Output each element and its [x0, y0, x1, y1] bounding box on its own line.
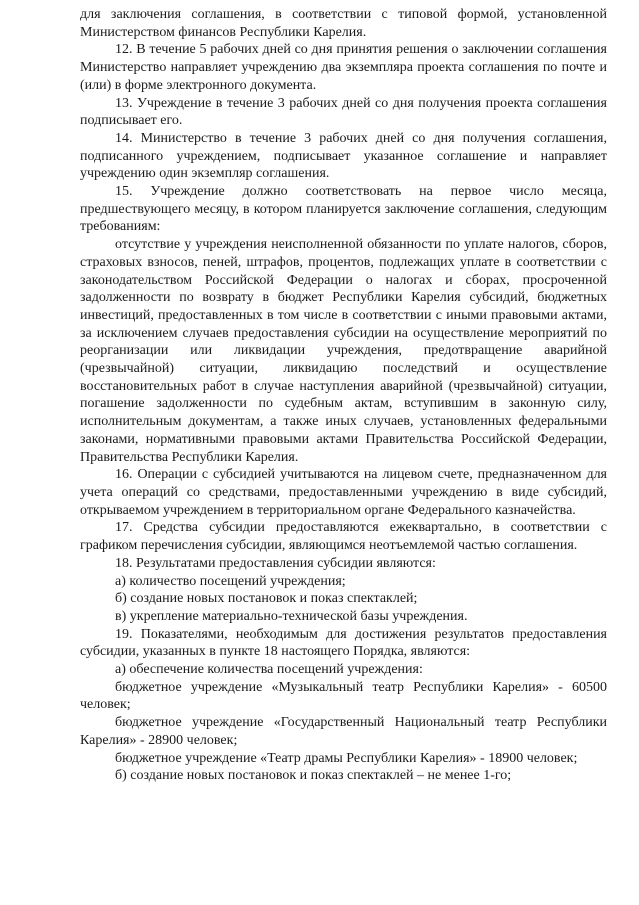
paragraph-item-12: 12. В течение 5 рабочих дней со дня принятия решения о заключении соглашения Министерство направляет учреждению два экземпляра проекта соглашения по почте и (или) в форме электронного документа. — [80, 42, 607, 93]
list-item-19a: а) обеспечение количества посещений учреждения: — [115, 662, 423, 678]
paragraph-item-17: 17. Средства субсидии предоставляются ежеквартально, в соответствии с графиком перечисления субсидии, являющимся неотъемлемой частью соглашения. — [80, 520, 607, 554]
document-page — [80, 6, 607, 785]
paragraph: для заключения соглашения, в соответствии с типовой формой, установленной Министерством финансов Республики Карелия. — [80, 7, 607, 40]
list-item-drama-theatre: бюджетное учреждение «Театр драмы Республики Карелия» - 18900 человек; — [115, 750, 578, 766]
paragraph-item-19: 19. Показателями, необходимым для достижения результатов предоставления субсидии, указанных в пункте 18 настоящего Порядка, являются: — [80, 626, 607, 660]
paragraph-item-18: 18. Результатами предоставления субсидии являются: — [115, 555, 436, 571]
paragraph-requirements: отсутствие у учреждения неисполненной обязанности по уплате налогов, сборов, страховых взносов, пеней, штрафов, процентов, подлежащих уплате в соответствии с законодательством Российской Федерации о налогах и сборах, просроченной задолженности по возврату в бюджет Республики Карелия субсидий, бюджетных инвестиций, предоставленных в том числе в соответствии с иными правовыми актами, за исключением случаев предоставления субсидии на осуществление мероприятий по реорганизации или ликвидации учреждения, предотвращение аварийной (чрезвычайной) ситуации, ликвидацию последствий и осуществление восстановительных работ в случае наступления аварийной (чрезвычайной) ситуации, погашение задолженности по судебным актам, вступившим в законную силу, исполнительным документам, а также иных случаев, установленных федеральными законами, нормативными правовыми актами Правительства Российской Федерации, Правительства Республики Карелия. — [80, 237, 607, 465]
paragraph-item-14: 14. Министерство в течение 3 рабочих дней со дня получения соглашения, подписанного учреждением, подписывает указанное соглашение и направляет учреждению один экземпляр соглашения. — [80, 130, 607, 182]
paragraph-item-15: 15. Учреждение должно соответствовать на первое число месяца, предшествующего месяцу, в котором планируется заключение соглашения, следующим требованиям: — [80, 184, 607, 235]
list-item-musical-theatre: бюджетное учреждение «Музыкальный театр Республики Карелия» - 60500 человек; — [80, 679, 607, 713]
list-item-18a: а) количество посещений учреждения; — [115, 573, 346, 589]
paragraph-item-13: 13. Учреждение в течение 3 рабочих дней со дня получения проекта соглашения подписывает его. — [80, 95, 607, 129]
list-item-18b: б) создание новых постановок и показ спектаклей; — [115, 591, 418, 607]
list-item-19b: б) создание новых постановок и показ спектаклей – не менее 1-го; — [115, 768, 512, 784]
list-item-18c: в) укрепление материально-технической базы учреждения. — [115, 608, 468, 624]
list-item-national-theatre: бюджетное учреждение «Государственный Национальный театр Республики Карелия» - 28900 человек; — [80, 715, 607, 748]
paragraph-item-16: 16. Операции с субсидией учитываются на лицевом счете, предназначенном для учета операций со средствами, предоставленными учреждению в виде субсидий, открываемом учреждением в территориальном органе Федерального казначейства. — [80, 467, 607, 518]
